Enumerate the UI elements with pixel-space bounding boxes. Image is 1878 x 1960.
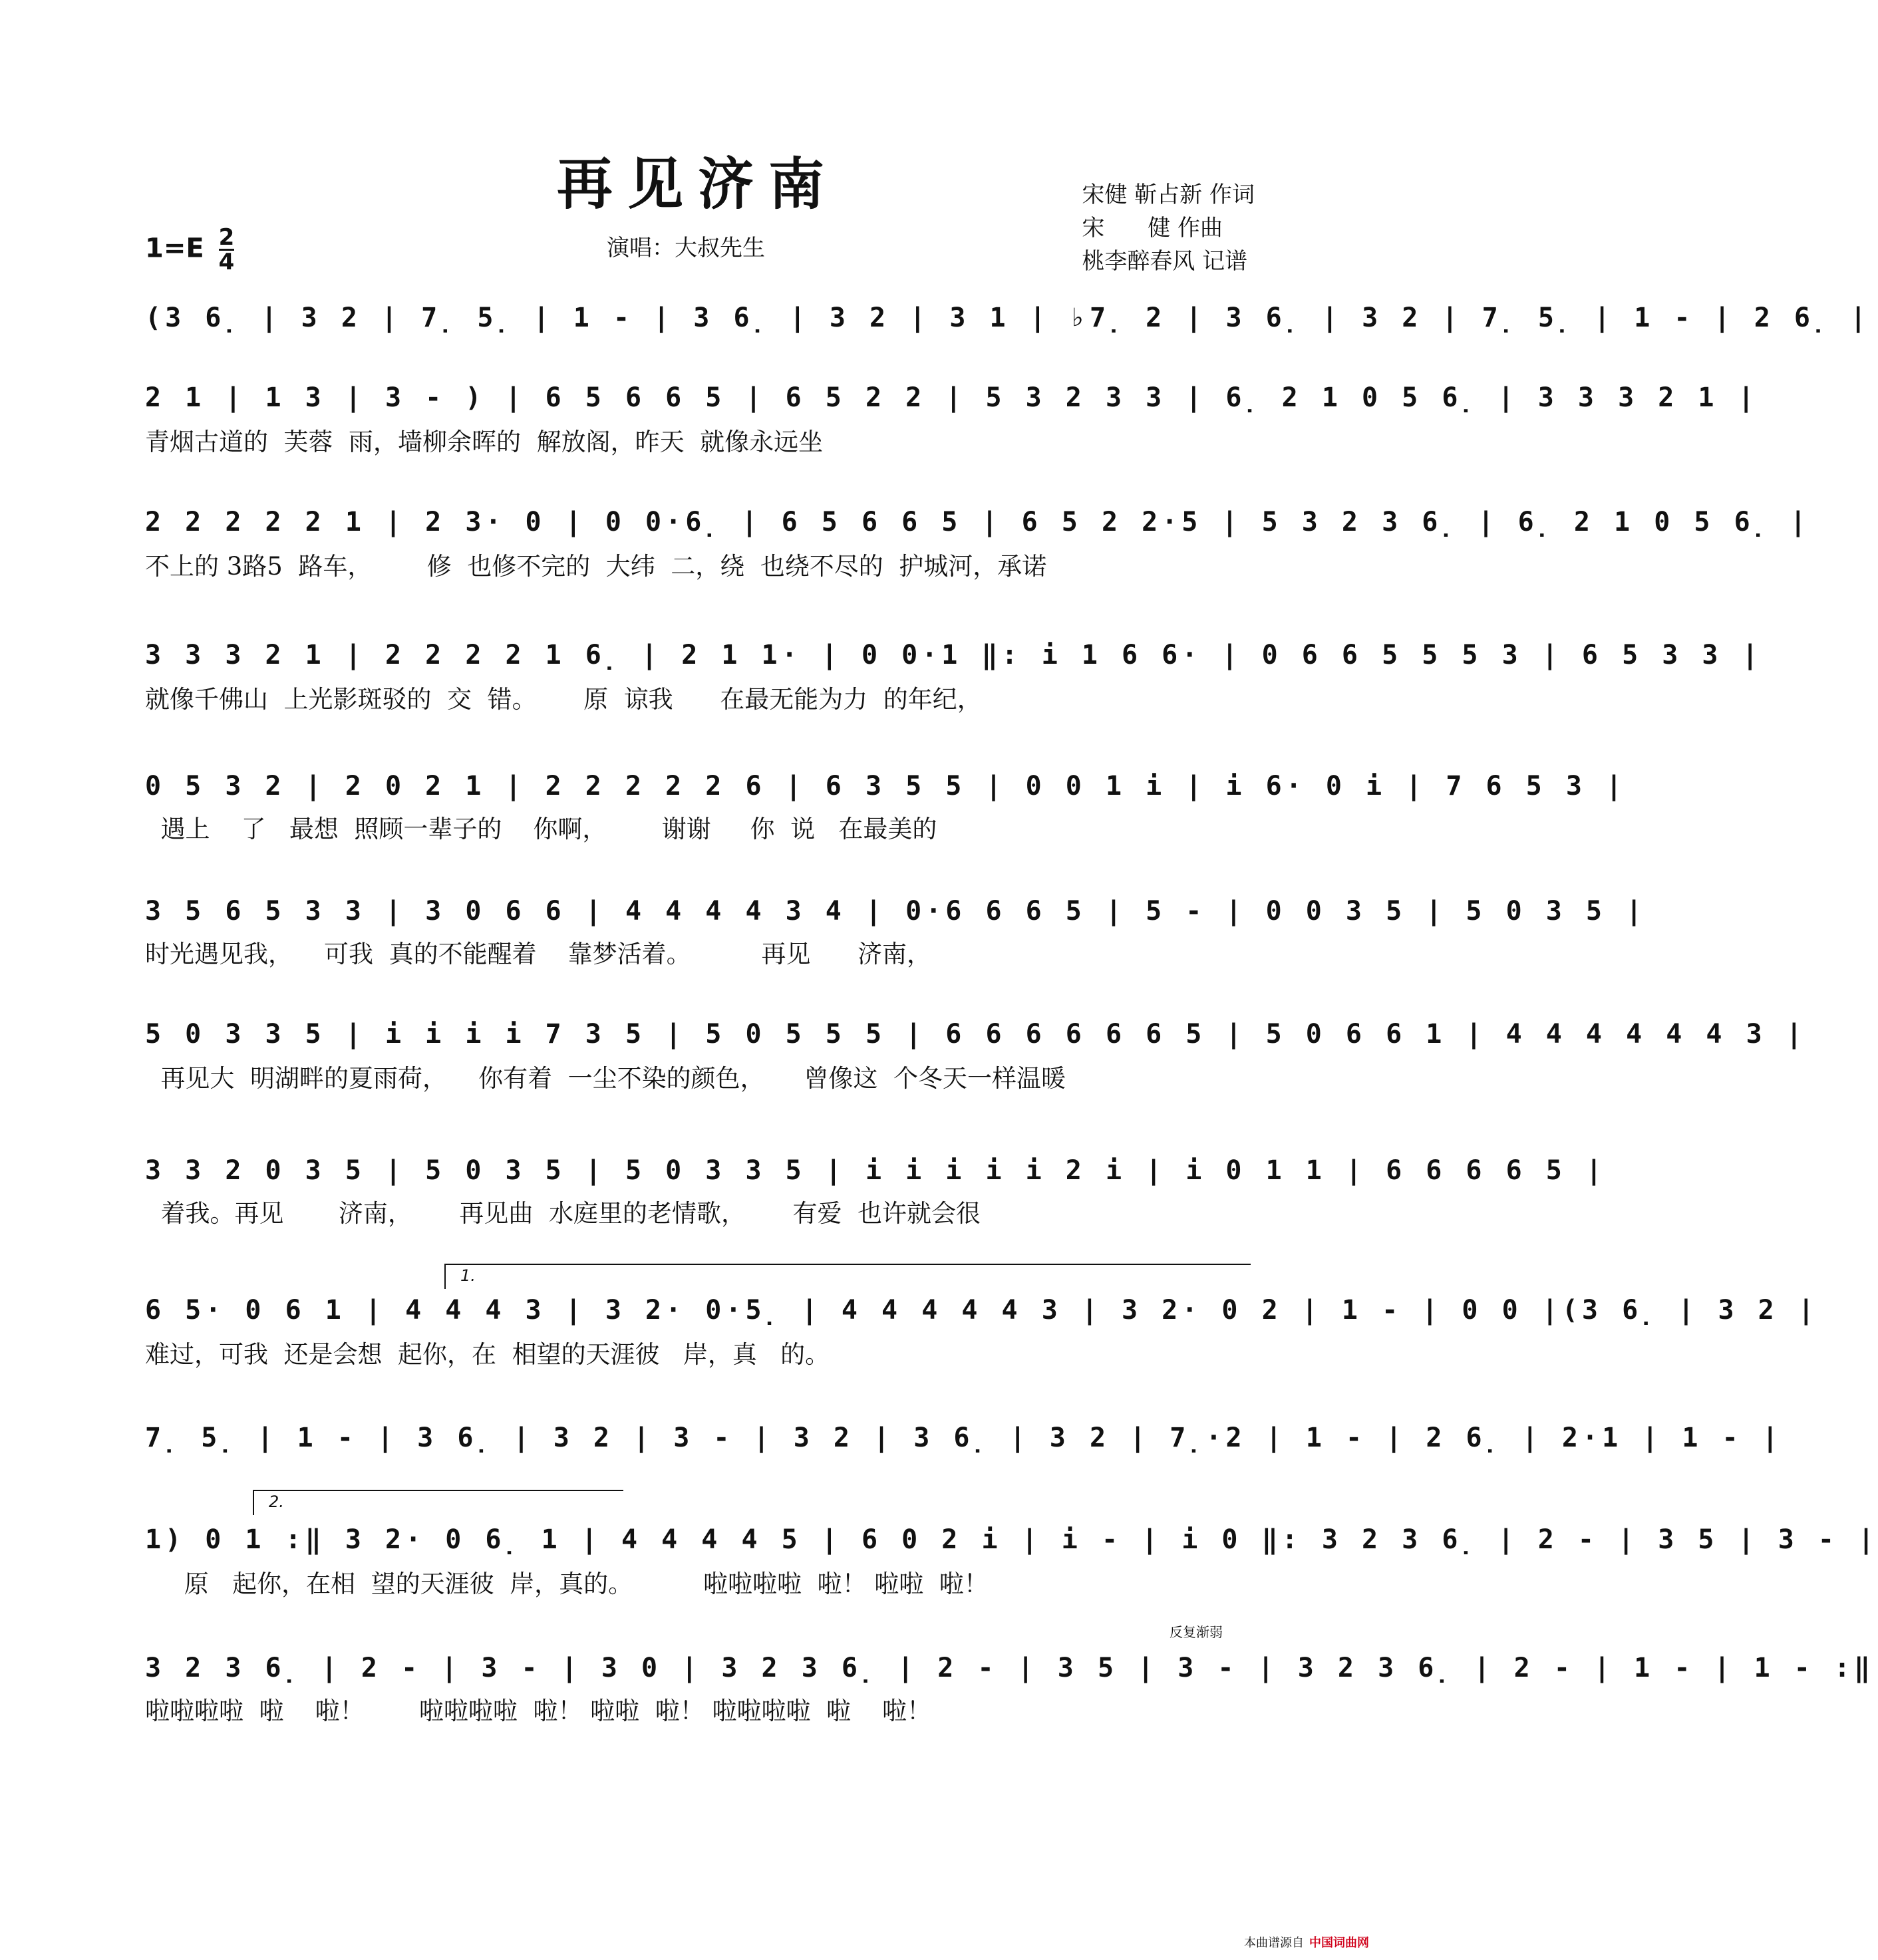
- volta-1-label: 1.: [460, 1266, 476, 1285]
- notation-line: 3 5 6 5 3 3 | 3 0 6 6 | 4 4 4 4 3 4 | 0·6 6 6 5 | 5 - | 0 0 3 5 | 5 0 3 5 |: [145, 896, 1646, 926]
- time-bottom: 4: [218, 249, 235, 275]
- second-ending-bracket: [253, 1490, 623, 1515]
- notation-line: (3 6̣ | 3 2 | 7̣ 5̣ | 1 - | 3 6̣ | 3 2 | 3 1 | ♭7̣ 2 | 3 6̣ | 3 2 | 7̣ 5̣ | 1 - | 2 6̣ |: [145, 303, 1871, 333]
- lyrics-line: 就像千佛山 上光影斑驳的 交 错。 原 谅我 在最无能为力 的年纪，: [145, 685, 982, 714]
- lyrics-line: 原 起你，在相 望的天涯彼 岸，真的。 啦啦啦啦 啦！ 啦啦 啦！: [145, 1570, 989, 1598]
- notation-line: 3 2 3 6̣ | 2 - | 3 - | 3 0 | 3 2 3 6̣ | 2 - | 3 5 | 3 - | 3 2 3 6̣ | 2 - | 1 - | 1 - :‖: [145, 1653, 1875, 1683]
- notation-line: 3 3 3 2 1 | 2 2 2 2 1 6̣ | 2 1 1· | 0 0·1 ‖: i 1 6 6· | 0 6 6 5 5 5 3 | 6 5 3 3 |: [145, 640, 1762, 670]
- left-watermark-strip: [0, 27, 9, 1929]
- notation-line: 6 5· 0 6 1 | 4 4 4 3 | 3 2· 0·5̣ | 4 4 4 4 4 3 | 3 2· 0 2 | 1 - | 0 0 |(3 6̣ | 3 2 |: [145, 1295, 1818, 1326]
- lyrics-line: 着我。再见 济南， 再见曲 水庭里的老情歌， 有爱 也许就会很: [145, 1199, 981, 1228]
- notation-line: 2 1 | 1 3 | 3 - ) | 6 5 6 6 5 | 6 5 2 2 | 5 3 2 3 3 | 6̣ 2 1 0 5 6̣ | 3 3 3 2 1 |: [145, 382, 1758, 413]
- footer: [1244, 1933, 1369, 1951]
- lyrics-line: 难过，可我 还是会想 起你，在 相望的天涯彼 岸，真 的。: [145, 1340, 830, 1369]
- lyrics-line: 不上的 3路5 路车， 修 也修不完的 大纬 二，绕 也绕不尽的 护城河，承诺: [145, 552, 1047, 581]
- footer-site-link[interactable]: 中国词曲网: [1309, 1936, 1369, 1950]
- notation-line: 2 2 2 2 2 1 | 2 3· 0 | 0 0·6̣ | 6 5 6 6 5 | 6 5 2 2·5 | 5 3 2 3 6̣ | 6̣ 2 1 0 5 6̣ |: [145, 507, 1810, 537]
- lyrics-line: 青烟古道的 芙蓉 雨，墙柳余晖的 解放阁，昨天 就像永远坐: [145, 428, 824, 456]
- key-signature: [145, 226, 234, 273]
- credits: [1082, 178, 1255, 278]
- dynamic-marking: 反复渐弱: [1170, 1624, 1223, 1640]
- first-ending-bracket: [444, 1264, 1251, 1289]
- lyrics-line: 时光遇见我， 可我 真的不能醒着 靠梦活着。 再见 济南，: [145, 940, 932, 968]
- lyrics-line: 遇上 了 最想 照顾一辈子的 你啊， 谢谢 你 说 在最美的: [145, 815, 937, 843]
- notation-line: 0 5 3 2 | 2 0 2 1 | 2 2 2 2 2 6 | 6 3 5 5 | 0 0 1 i | i 6· 0 i | 7 6 5 3 |: [145, 771, 1627, 801]
- song-title: 再见济南: [556, 151, 839, 217]
- footer-source: 本曲谱源自: [1244, 1936, 1304, 1950]
- notation-line: 5 0 3 3 5 | i i i i 7 3 5 | 5 0 5 5 5 | 6 6 6 6 6 6 5 | 5 0 6 6 1 | 4 4 4 4 4 4 3 |: [145, 1019, 1806, 1050]
- singer: 演唱：大叔先生: [607, 235, 765, 261]
- lyrics-line: 啦啦啦啦 啦 啦！ 啦啦啦啦 啦！ 啦啦 啦！ 啦啦啦啦 啦 啦！: [145, 1697, 932, 1725]
- notation-line: 1) 0 1 :‖ 3 2· 0 6̣ 1 | 4 4 4 4 5 | 6 0 2 i | i - | i 0 ‖: 3 2 3 6̣ | 2 - | 3 5 | 3 - |: [145, 1524, 1878, 1555]
- lyrics-line: 再见大 明湖畔的夏雨荷， 你有着 一尘不染的颜色， 曾像这 个冬天一样温暖: [145, 1064, 1066, 1093]
- volta-2-label: 2.: [269, 1492, 284, 1511]
- composer-credit: 宋 健 作曲: [1082, 215, 1223, 241]
- notation-line: 7̣ 5̣ | 1 - | 3 6̣ | 3 2 | 3 - | 3 2 | 3 6̣ | 3 2 | 7̣·2 | 1 - | 2 6̣ | 2·1 | 1 - |: [145, 1423, 1782, 1453]
- key-label: 1=E: [145, 233, 204, 264]
- transcriber-credit: 桃李醉春风 记谱: [1082, 248, 1248, 275]
- time-top: 2: [218, 224, 235, 251]
- notation-line: 3 3 2 0 3 5 | 5 0 3 5 | 5 0 3 3 5 | i i i i i 2 i | i 0 1 1 | 6 6 6 6 5 |: [145, 1155, 1606, 1186]
- time-signature: [219, 226, 235, 273]
- lyricist-credit: 宋健 靳占新 作词: [1082, 182, 1255, 208]
